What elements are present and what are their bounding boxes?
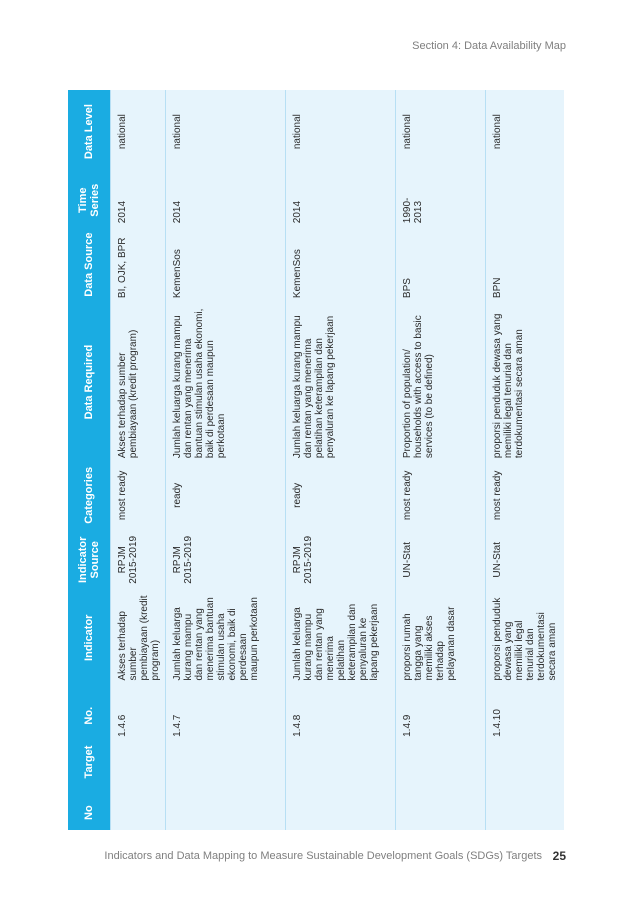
cell-no <box>111 788 166 830</box>
cell-code: 1.4.9 <box>396 685 486 747</box>
cell-code: 1.4.6 <box>111 685 166 747</box>
col-header-indicator-source: Indicator Source <box>68 529 111 591</box>
col-header-no: No <box>68 788 111 830</box>
cell-data-source: KemenSos <box>286 227 396 302</box>
table-row <box>166 90 286 830</box>
cell-indicator-source: UN-Stat <box>396 529 486 591</box>
cell-indicator: Jumlah keluarga kurang mampu dan rentan yang menerima bantuan stimulan usaha ekonomi, baik di perdesaan maupun perkotaan <box>166 591 286 685</box>
cell-time-series: 1990-2013 <box>396 173 486 227</box>
cell-indicator: proporsi rumah tangga yang memiliki akses terhadap pelayanan dasar <box>396 591 486 685</box>
col-header-code: No. <box>68 685 111 747</box>
cell-data-source: BI, OJK, BPR <box>111 227 166 302</box>
cell-data-level: national <box>111 90 166 173</box>
cell-data-required: proporsi penduduk dewasa yang memiliki legal tenurial dan terdokumentasi secara aman <box>486 302 565 462</box>
cell-data-source: BPS <box>396 227 486 302</box>
cell-data-required: Jumlah keluarga kurang mampu dan rentan yang menerima bantuan stimulan usaha ekonomi, baik di perdesaan maupun perkotaan <box>166 302 286 462</box>
cell-data-level: national <box>396 90 486 173</box>
cell-categories: most ready <box>396 462 486 529</box>
cell-indicator-source: RPJM 2015-2019 <box>111 529 166 591</box>
header-row <box>68 90 111 830</box>
running-header: Section 4: Data Availability Map <box>412 40 566 52</box>
cell-time-series: 2014 <box>111 173 166 227</box>
table-container <box>68 90 564 830</box>
col-header-indicator: Indicator <box>68 591 111 685</box>
cell-code: 1.4.7 <box>166 685 286 747</box>
table-row <box>111 90 166 830</box>
cell-indicator-source: RPJM 2015-2019 <box>166 529 286 591</box>
col-header-data-level: Data Level <box>68 90 111 173</box>
cell-indicator: Akses terhadap sumber pembiayaan (kredit program) <box>111 591 166 685</box>
cell-time-series: 2014 <box>286 173 396 227</box>
cell-target <box>396 747 486 789</box>
footer-text: Indicators and Data Mapping to Measure Sustainable Development Goals (SDGs) Targets <box>104 850 542 862</box>
cell-data-level: national <box>286 90 396 173</box>
col-header-categories: Categories <box>68 462 111 529</box>
data-availability-table <box>68 90 564 830</box>
cell-no <box>286 788 396 830</box>
cell-categories: most ready <box>486 462 565 529</box>
cell-code: 1.4.10 <box>486 685 565 747</box>
cell-indicator: proporsi penduduk dewasa yang memiliki legal tenurial dan terdokumentasi secara aman <box>486 591 565 685</box>
cell-no <box>166 788 286 830</box>
cell-time-series <box>486 173 565 227</box>
col-header-time-series: Time Series <box>68 173 111 227</box>
cell-data-level: national <box>486 90 565 173</box>
cell-no <box>486 788 565 830</box>
cell-categories: ready <box>166 462 286 529</box>
cell-time-series: 2014 <box>166 173 286 227</box>
col-header-target: Target <box>68 747 111 789</box>
cell-no <box>396 788 486 830</box>
col-header-data-source: Data Source <box>68 227 111 302</box>
cell-data-level: national <box>166 90 286 173</box>
cell-categories: ready <box>286 462 396 529</box>
table-row <box>396 90 486 830</box>
cell-data-source: KemenSos <box>166 227 286 302</box>
cell-categories: most ready <box>111 462 166 529</box>
table-row <box>486 90 565 830</box>
page-number: 25 <box>552 849 566 863</box>
cell-indicator-source: RPJM 2015-2019 <box>286 529 396 591</box>
cell-target <box>166 747 286 789</box>
col-header-data-required: Data Required <box>68 302 111 462</box>
cell-data-required: Akses terhadap sumber pembiayaan (kredit program) <box>111 302 166 462</box>
cell-target <box>486 747 565 789</box>
cell-data-required: Proportion of population/ households with access to basic services (to be defined) <box>396 302 486 462</box>
cell-code: 1.4.8 <box>286 685 396 747</box>
cell-indicator-source: UN-Stat <box>486 529 565 591</box>
cell-data-source: BPN <box>486 227 565 302</box>
cell-indicator: Jumlah keluarga kurang mampu dan rentan yang menerima pelatihan keterampilan dan penyaluran ke lapang pekerjaan <box>286 591 396 685</box>
cell-target <box>286 747 396 789</box>
table-row <box>286 90 396 830</box>
cell-target <box>111 747 166 789</box>
cell-data-required: Jumlah keluarga kurang mampu dan rentan yang menerima pelatihan keterampilan dan penyaluran ke lapang pekerjaan <box>286 302 396 462</box>
